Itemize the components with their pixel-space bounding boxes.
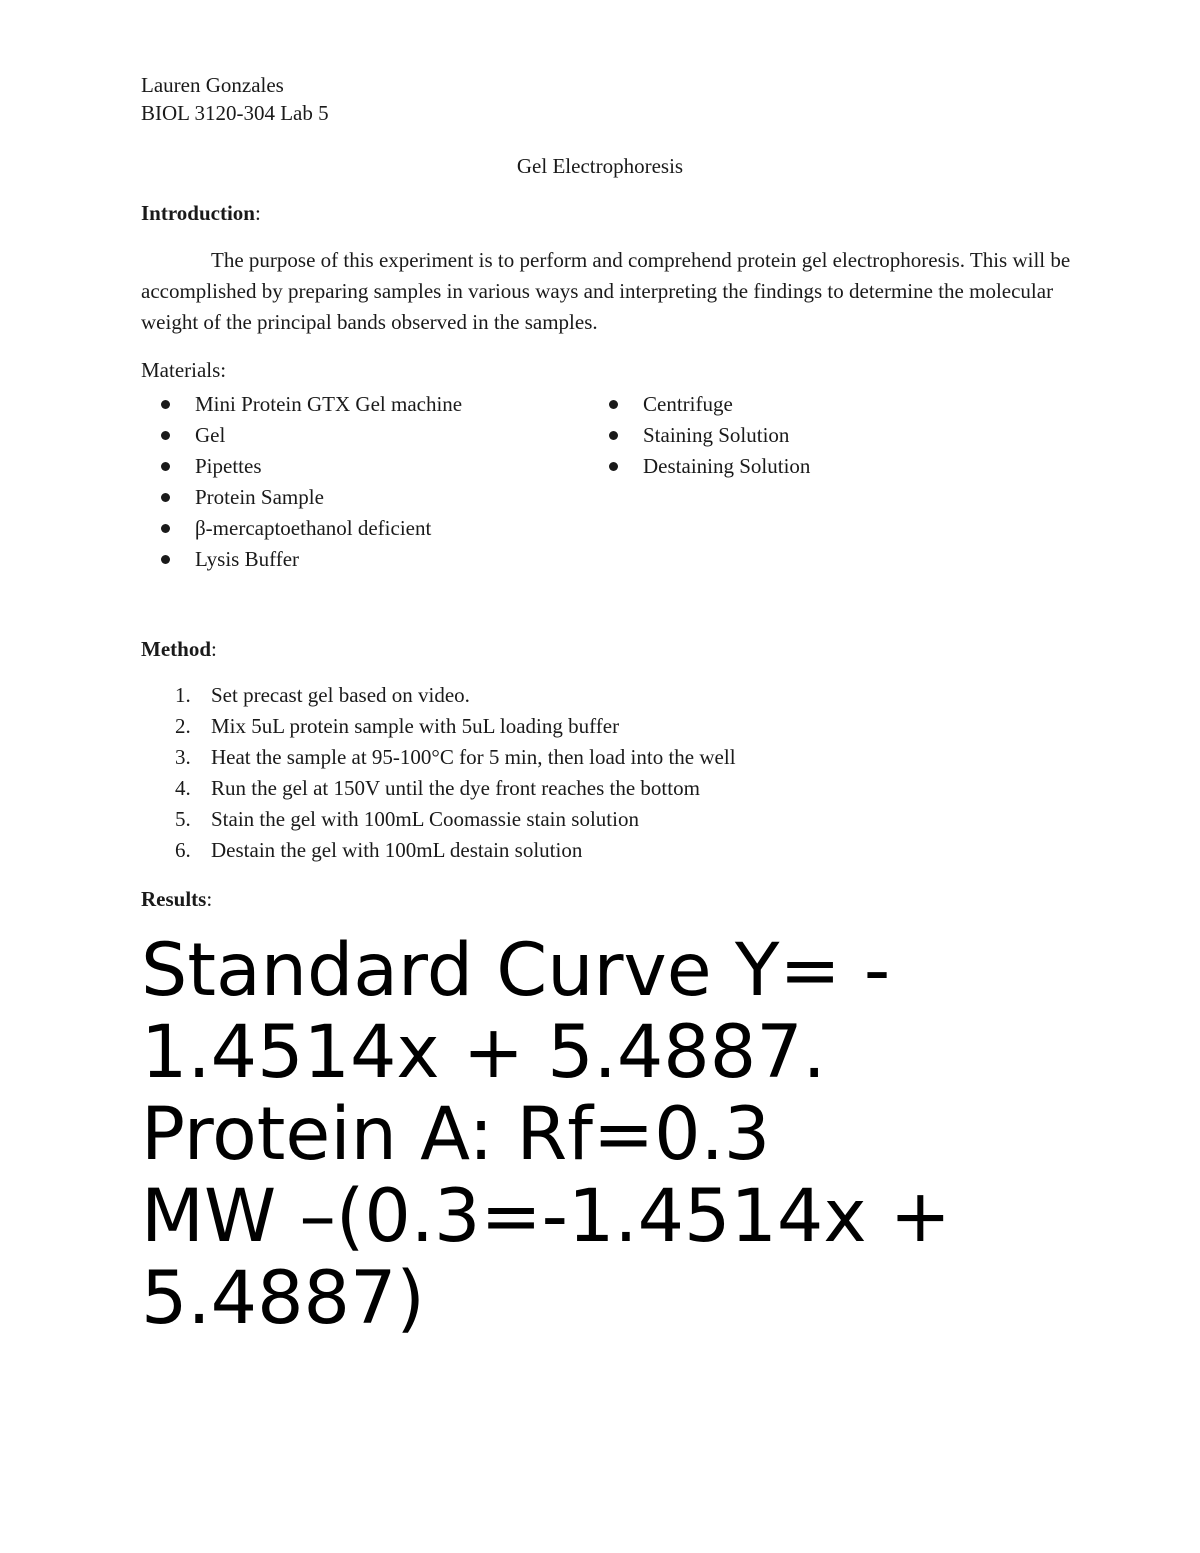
material-list-item: Lysis Buffer — [141, 544, 462, 575]
results-equation-line: Standard Curve Y= - — [141, 928, 891, 1013]
method-colon: : — [211, 637, 217, 661]
method-step-text: Set precast gel based on video. — [211, 683, 470, 707]
method-step-number: 4. — [175, 776, 191, 800]
results-equation-block — [141, 930, 1141, 1340]
method-step-text: Heat the sample at 95-100°C for 5 min, then load into the well — [211, 745, 736, 769]
material-list-item: Pipettes — [141, 451, 462, 482]
method-step — [141, 773, 736, 804]
introduction-label: Introduction — [141, 201, 255, 225]
materials-list-column-2 — [589, 389, 810, 482]
results-colon: : — [206, 887, 213, 911]
results-equation-line: 1.4514x + 5.4887. — [141, 1010, 826, 1095]
introduction-colon: : — [254, 201, 261, 225]
results-heading — [141, 885, 212, 913]
method-step-number: 1. — [175, 683, 191, 707]
introduction-paragraph: The purpose of this experiment is to perform and comprehend protein gel electrophoresis. This will be accomplished by preparing samples in various ways and interpreting the findings to determine the molecular weight of the principal bands observed in the samples. — [141, 248, 1071, 334]
materials-heading: Materials: — [141, 358, 227, 382]
material-list-item: Protein Sample — [141, 482, 462, 513]
method-label: Method — [141, 637, 211, 661]
method-step-number: 5. — [175, 807, 191, 831]
method-step-number: 6. — [175, 838, 191, 862]
material-list-item: β-mercaptoethanol deficient — [141, 513, 462, 544]
method-step-number: 3. — [175, 745, 191, 769]
materials-list-column-1 — [141, 389, 462, 575]
method-step — [141, 835, 736, 866]
method-step — [141, 804, 736, 835]
material-list-item: Staining Solution — [589, 420, 810, 451]
course-line: BIOL 3120-304 Lab 5 — [141, 101, 329, 125]
method-step — [141, 711, 736, 742]
material-list-item: Centrifuge — [589, 389, 810, 420]
introduction-heading — [141, 199, 261, 227]
method-heading — [141, 635, 217, 663]
method-step-text: Run the gel at 150V until the dye front reaches the bottom — [211, 776, 700, 800]
method-step — [141, 742, 736, 773]
author-name: Lauren Gonzales — [141, 73, 284, 97]
material-list-item: Mini Protein GTX Gel machine — [141, 389, 462, 420]
method-steps-list — [141, 680, 736, 866]
results-label: Results — [141, 887, 207, 911]
results-equation-line: 5.4887) — [141, 1256, 425, 1341]
material-list-item: Gel — [141, 420, 462, 451]
method-step-text: Stain the gel with 100mL Coomassie stain solution — [211, 807, 639, 831]
method-step — [141, 680, 736, 711]
method-step-text: Mix 5uL protein sample with 5uL loading buffer — [211, 714, 620, 738]
results-equation-line: MW –(0.3=-1.4514x + — [141, 1174, 951, 1259]
method-step-text: Destain the gel with 100mL destain solution — [211, 838, 583, 862]
method-step-number: 2. — [175, 714, 191, 738]
results-equation-line: Protein A: Rf=0.3 — [141, 1092, 771, 1177]
material-list-item: Destaining Solution — [589, 451, 810, 482]
document-title: Gel Electrophoresis — [516, 154, 684, 178]
